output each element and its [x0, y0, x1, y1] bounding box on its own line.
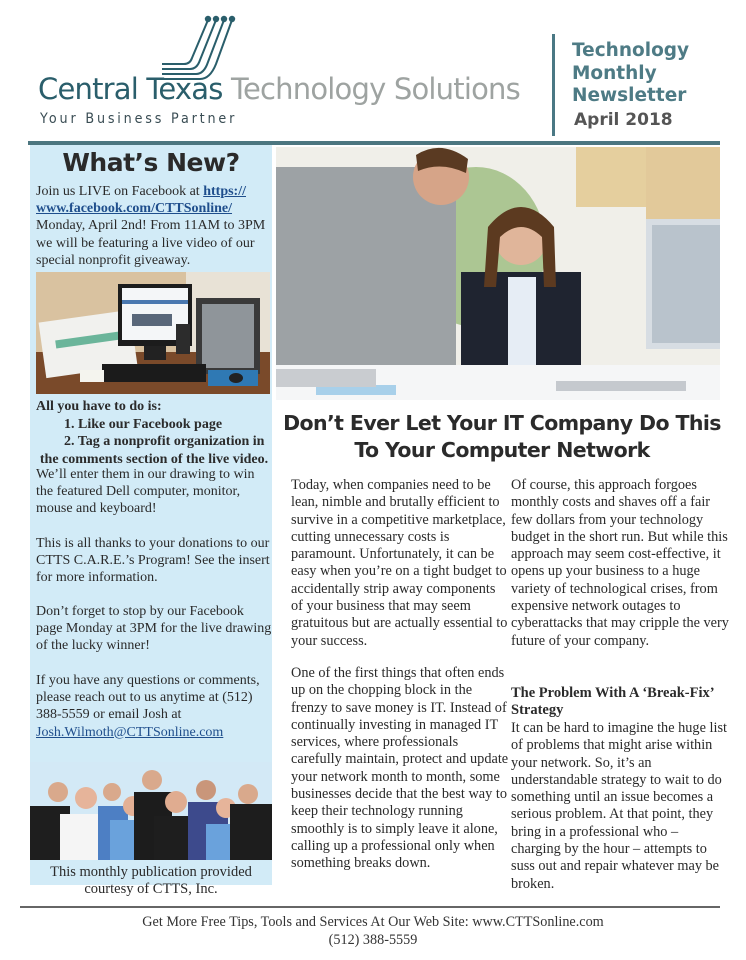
tagline: Your Business Partner	[40, 111, 238, 127]
office-coworkers-photo	[276, 147, 720, 400]
sidebar-title: What’s New?	[62, 148, 240, 177]
step-item: 1. Like our Facebook page	[64, 416, 223, 432]
company-name	[38, 72, 520, 106]
sidebar-para-thanks: This is all thanks to your donations to our CTTS C.A.R.E.’s Program! See the insert for more information.	[36, 536, 270, 586]
sidebar-intro	[36, 183, 272, 269]
newsletter-title-line: Monthly	[572, 62, 657, 84]
intro-text-cont: Monday, April 2nd! From 11AM to 3PM we will be featuring a live video of our special nonprofit giveaway.	[36, 218, 266, 268]
step-item: 2. Tag a nonprofit organization in	[64, 434, 265, 449]
steps-heading: All you have to do is:	[36, 399, 162, 414]
company-name-part1: Central Texas	[38, 72, 223, 106]
issue-date: April 2018	[574, 110, 673, 130]
article-col1-para2: One of the first things that often ends up on the chopping block in the frenzy to save money is IT. Instead of continually investing in managed IT services, where professionals carefully maintain, protect and update your network month to month, some businesses decide that the best way to keep their technology running smoothly is to simply leave it alone, calling up a professional only when something breaks down.	[291, 665, 509, 872]
article-col2-para1: Of course, this approach forgoes monthly costs and shaves off a fair few dollars from your technology budget in the short run. But while this approach may seem cost-effective, it opens up your business to a huge variety of technological crises, from expensive network outages to cyberattacks that may cripple the very future of your company.	[511, 477, 729, 649]
article-col2-para2: It can be hard to imagine the huge list of problems that might arise within your network. So, it’s an understandable strategy to wait to do something until an issue becomes a serious problem. At that point, they bring in a professional who – charging by the hour – attempts to suss out and repair whatever may be broken.	[511, 720, 727, 892]
step-item: the comments section of the live video.	[39, 451, 269, 467]
footer-rule	[20, 906, 720, 908]
newsletter-title-line: Technology	[572, 40, 690, 61]
footer	[0, 913, 746, 949]
email-link[interactable]: Josh.Wilmoth@CTTSonline.com	[36, 724, 224, 740]
article-title: Don’t Ever Let Your IT Company Do This To Your Computer Network	[283, 411, 721, 462]
intro-text: Join us LIVE on Facebook at	[36, 184, 204, 199]
footer-phone: (512) 388-5559	[328, 932, 418, 948]
newsletter-title-line: Newsletter	[572, 85, 687, 106]
footer-website-line: Get More Free Tips, Tools and Services At Our Web Site: www.CTTSonline.com	[142, 914, 604, 930]
article-subheading: The Problem With A ‘Break-Fix’ Strategy	[511, 685, 714, 718]
company-name-part2: Technology Solutions	[231, 72, 520, 106]
sidebar-steps	[36, 398, 272, 468]
sidebar-para-contact	[36, 672, 272, 741]
sidebar-para-reminder: Don’t forget to stop by our Facebook page Monday at 3PM for the live drawing of the lucky winner!	[36, 604, 272, 654]
giveaway-computer-photo	[36, 272, 270, 394]
courtesy-note: This monthly publication provided courtesy of CTTS, Inc.	[50, 864, 252, 897]
newsletter-title	[572, 40, 689, 108]
header-divider	[552, 34, 555, 136]
facebook-link[interactable]: https:// www.facebook.com/CTTSonline/	[36, 184, 246, 217]
team-photo	[30, 762, 272, 860]
article-col1-para1: Today, when companies need to be lean, nimble and brutally efficient to survive in a competitive marketplace, cutting unnecessary costs is paramount. Unfortunately, it can be easy when you’re on a tight budget to accidentally strip away components of your business that may seem gratuitous but are actually essential to your success.	[291, 477, 508, 649]
sidebar-para-enter: We’ll enter them in our drawing to win the featured Dell computer, monitor, mouse and keyboard!	[36, 467, 255, 517]
contact-text: If you have any questions or comments, please reach out to us anytime at (512) 388-5559 or email Josh at	[36, 673, 260, 723]
